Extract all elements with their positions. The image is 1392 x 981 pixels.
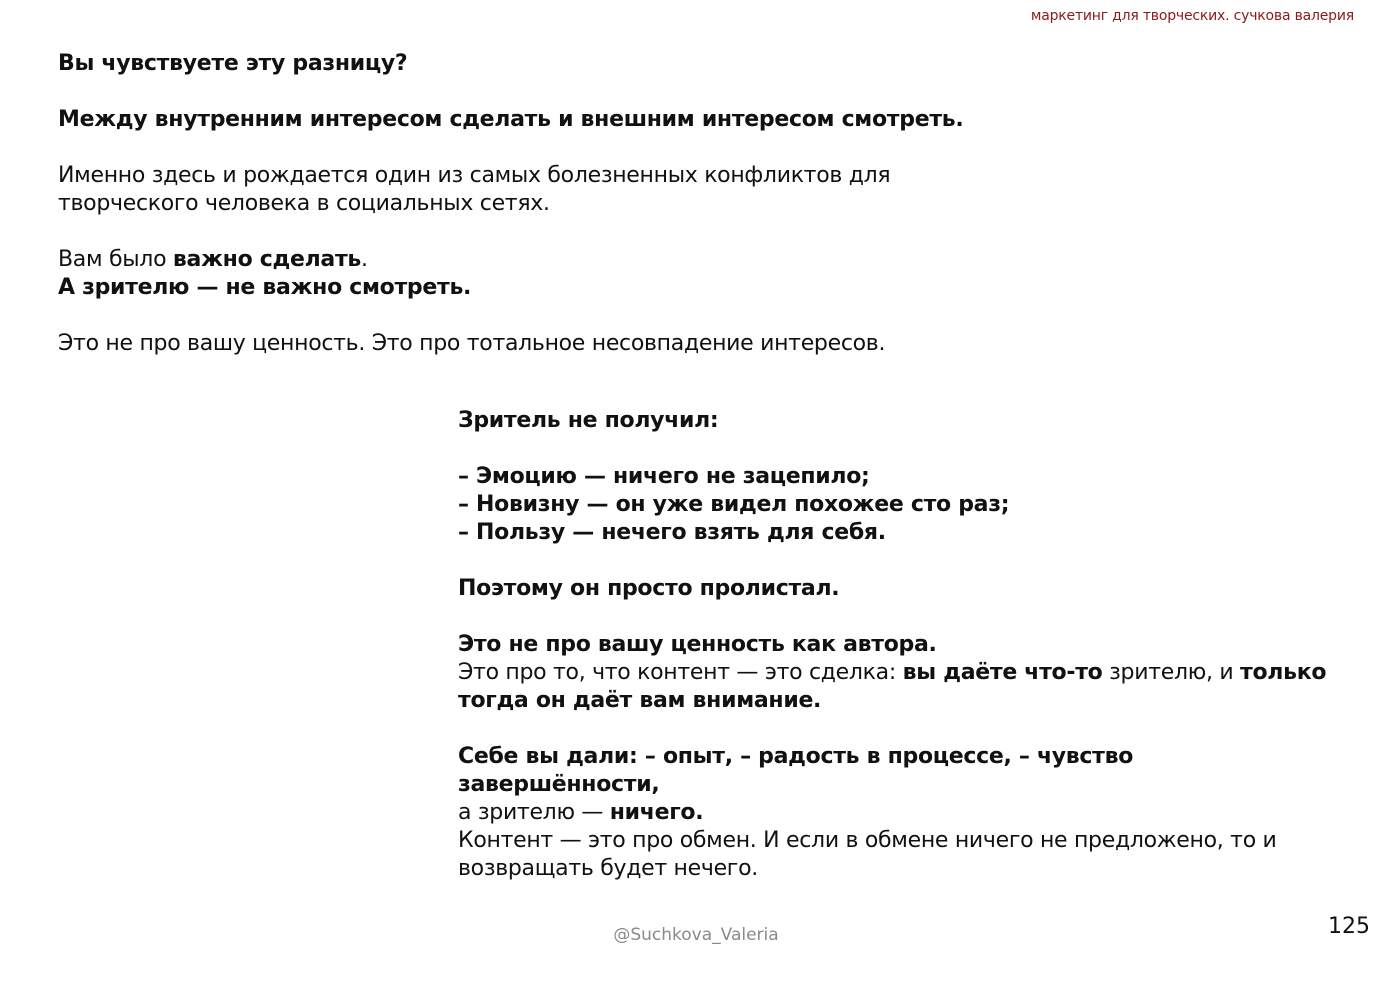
value-line: Это не про вашу ценность. Это про тотальное несовпадение интересов. (58, 331, 886, 356)
important-paragraph (58, 246, 998, 302)
important-bold: важно сделать (172, 247, 362, 272)
not-received-heading: Зритель не получил: (458, 408, 719, 433)
conflict-line-2: творческого человека в социальных сетях. (58, 191, 550, 216)
important-prefix: Вам было (58, 247, 173, 272)
between-heading: Между внутренним интересом сделать и внешним интересом смотреть. (58, 107, 964, 132)
deal-paragraph (458, 631, 1338, 715)
exchange-paragraph (458, 743, 1338, 883)
viewer-prefix: а зрителю — (458, 800, 610, 825)
conflict-paragraph (58, 162, 998, 218)
list-item: – Эмоцию — ничего не зацепило; (458, 464, 870, 489)
deal-bold-attention: только тогда он даёт вам внимание. (458, 660, 1327, 713)
question-heading: Вы чувствуете эту разницу? (58, 51, 408, 76)
deal-bold-give: вы даёте что-то (902, 660, 1103, 685)
list-item: – Пользу — нечего взять для себя. (458, 520, 886, 545)
viewer-nothing: ничего. (609, 800, 704, 825)
list-item: – Новизну — он уже видел похожее сто раз; (458, 492, 1010, 517)
exchange-line: Контент — это про обмен. И если в обмене ничего не предложено, то и возвращать будет нечего. (458, 828, 1277, 881)
intro-section (58, 50, 998, 386)
deal-prefix: Это про то, что контент — это сделка: (458, 660, 903, 685)
gave-line: Себе вы дали: – опыт, – радость в процессе, – чувство завершённости, (458, 744, 1134, 797)
viewer-section (458, 407, 1338, 883)
author-value-line: Это не про вашу ценность как автора. (458, 632, 937, 657)
header-tag: маркетинг для творческих. сучкова валерия (1030, 8, 1354, 24)
author-handle: @Suchkova_Valeria (613, 925, 779, 945)
conflict-line-1: Именно здесь и рождается один из самых болезненных конфликтов для (58, 163, 891, 188)
scrolled-line: Поэтому он просто пролистал. (458, 576, 840, 601)
viewer-line: А зрителю — не важно смотреть. (58, 275, 472, 300)
not-received-list (458, 463, 1338, 547)
deal-middle: зрителю, и (1102, 660, 1241, 685)
important-suffix: . (361, 247, 368, 272)
page-number: 125 (1328, 914, 1370, 939)
